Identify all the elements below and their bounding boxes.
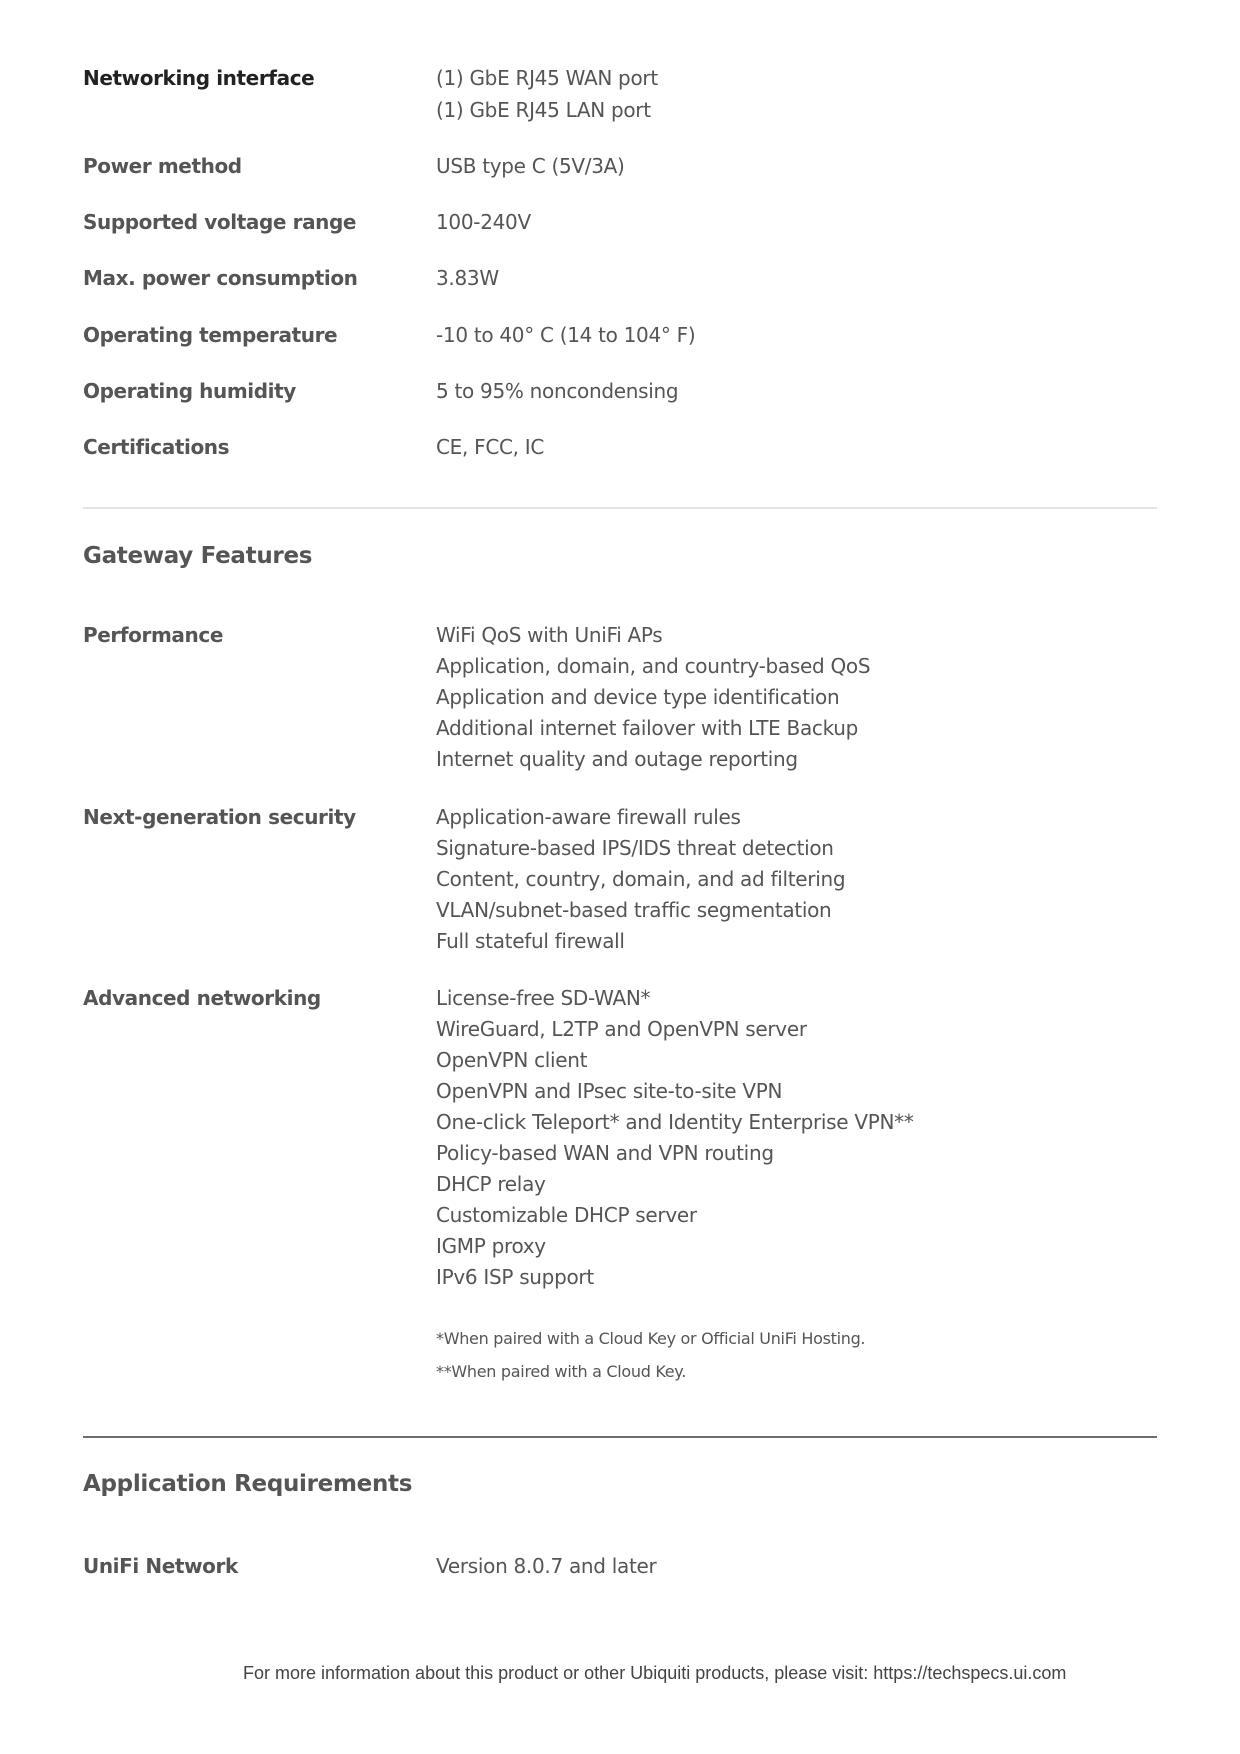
footer-text: For more information about this product or other Ubiquiti products, please visit: https://techspecs.ui.com	[243, 1663, 1067, 1683]
feature-value: Internet quality and outage reporting	[436, 747, 798, 771]
feature-value: Content, country, domain, and ad filtering	[436, 867, 846, 891]
feature-value: DHCP relay	[436, 1172, 546, 1196]
feature-value: IGMP proxy	[436, 1234, 546, 1258]
footnote: **When paired with a Cloud Key.	[436, 1362, 686, 1381]
feature-value: License-free SD-WAN*	[436, 986, 651, 1010]
spec-label: Networking interface	[83, 66, 315, 90]
spec-label: Operating humidity	[83, 379, 296, 403]
section-heading: Application Requirements	[83, 1471, 413, 1497]
feature-value: Policy-based WAN and VPN routing	[436, 1141, 774, 1165]
feature-value: Application, domain, and country-based QoS	[436, 654, 871, 678]
spec-value: -10 to 40° C (14 to 104° F)	[436, 323, 696, 347]
spec-value: USB type C (5V/3A)	[436, 154, 625, 178]
section-heading: Gateway Features	[83, 543, 313, 569]
spec-value: 5 to 95% noncondensing	[436, 379, 679, 403]
spec-value: (1) GbE RJ45 WAN port	[436, 66, 658, 90]
feature-value: OpenVPN client	[436, 1048, 588, 1072]
feature-value: Signature-based IPS/IDS threat detection	[436, 836, 834, 860]
spec-value: 3.83W	[436, 266, 499, 290]
spec-label: Operating temperature	[83, 323, 338, 347]
feature-value: Application-aware firewall rules	[436, 805, 741, 829]
feature-value: WireGuard, L2TP and OpenVPN server	[436, 1017, 807, 1041]
section-divider	[83, 507, 1157, 509]
requirement-value: Version 8.0.7 and later	[436, 1554, 657, 1578]
spec-value: 100-240V	[436, 210, 531, 234]
section-divider	[83, 1436, 1157, 1438]
feature-value: IPv6 ISP support	[436, 1265, 594, 1289]
feature-value: One-click Teleport* and Identity Enterprise VPN**	[436, 1110, 914, 1134]
feature-value: VLAN/subnet-based traffic segmentation	[436, 898, 832, 922]
feature-label: Performance	[83, 623, 223, 647]
feature-value: Application and device type identification	[436, 685, 840, 709]
feature-value: Customizable DHCP server	[436, 1203, 697, 1227]
footnote: *When paired with a Cloud Key or Official UniFi Hosting.	[436, 1329, 866, 1348]
spec-label: Max. power consumption	[83, 266, 358, 290]
requirement-label: UniFi Network	[83, 1554, 238, 1578]
feature-label: Next-generation security	[83, 805, 356, 829]
feature-value: Full stateful firewall	[436, 929, 625, 953]
feature-label: Advanced networking	[83, 986, 321, 1010]
feature-value: OpenVPN and IPsec site-to-site VPN	[436, 1079, 783, 1103]
spec-label: Supported voltage range	[83, 210, 357, 234]
spec-label: Power method	[83, 154, 242, 178]
feature-value: WiFi QoS with UniFi APs	[436, 623, 663, 647]
spec-label: Certifications	[83, 435, 230, 459]
spec-value: CE, FCC, IC	[436, 435, 545, 459]
feature-value: Additional internet failover with LTE Backup	[436, 716, 859, 740]
spec-value: (1) GbE RJ45 LAN port	[436, 98, 651, 122]
